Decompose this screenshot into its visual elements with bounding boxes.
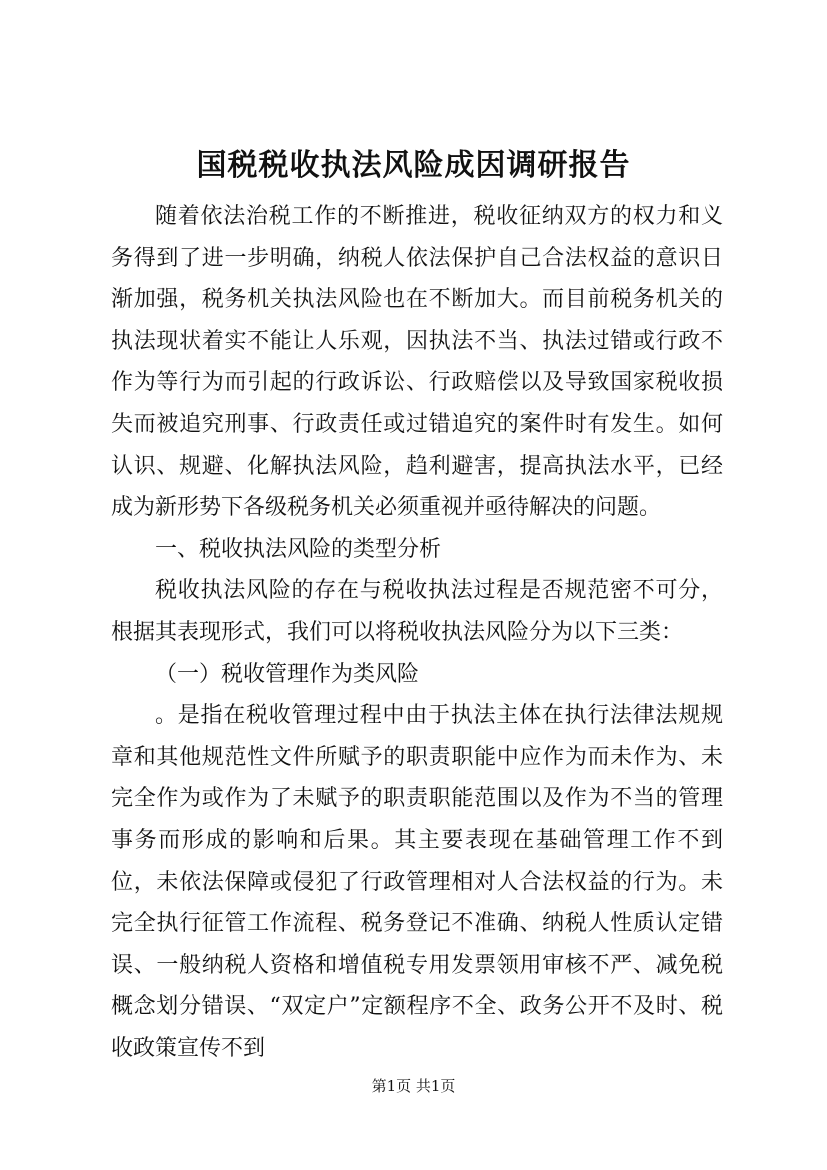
document-body xyxy=(111,196,723,1069)
intro-paragraph: 随着依法治税工作的不断推进，税收征纳双方的权力和义务得到了进一步明确，纳税人依法保护自己合法权益的意识日渐加强，税务机关执法风险也在不断加大。而目前税务机关的执法现状着实不能让人乐观，因执法不当、执法过错或行政不作为等行为而引起的行政诉讼、行政赔偿以及导致国家税收损失而被追究刑事、行政责任或过错追究的案件时有发生。如何认识、规避、化解执法风险，趋利避害，提高执法水平，已经成为新形势下各级税务机关必须重视并亟待解决的问题。 xyxy=(111,204,723,521)
page-footer: 第1页 共1页 xyxy=(371,1077,456,1095)
definition-paragraph: 。是指在税收管理过程中由于执法主体在执行法律法规规章和其他规范性文件所赋予的职责职能中应作为而未作为、未完全作为或作为了未赋予的职责职能范围以及作为不当的管理事务而形成的影响和后果。其主要表现在基础管理工作不到位，未依法保障或侵犯了行政管理相对人合法权益的行为。未完全执行征管工作流程、税务登记不准确、纳税人性质认定错误、一般纳税人资格和增值税专用发票领用审核不严、减免税概念划分错误、“双定户”定额程序不全、政务公开不及时、税收政策宣传不到 xyxy=(111,703,723,1061)
subsection-heading: （一）税收管理作为类风险 xyxy=(155,661,420,687)
section-heading: 一、税收执法风险的类型分析 xyxy=(155,536,442,562)
document-title: 国税税收执法风险成因调研报告 xyxy=(196,148,631,183)
classification-paragraph: 税收执法风险的存在与税收执法过程是否规范密不可分，根据其表现形式，我们可以将税收执法风险分为以下三类： xyxy=(111,578,723,645)
